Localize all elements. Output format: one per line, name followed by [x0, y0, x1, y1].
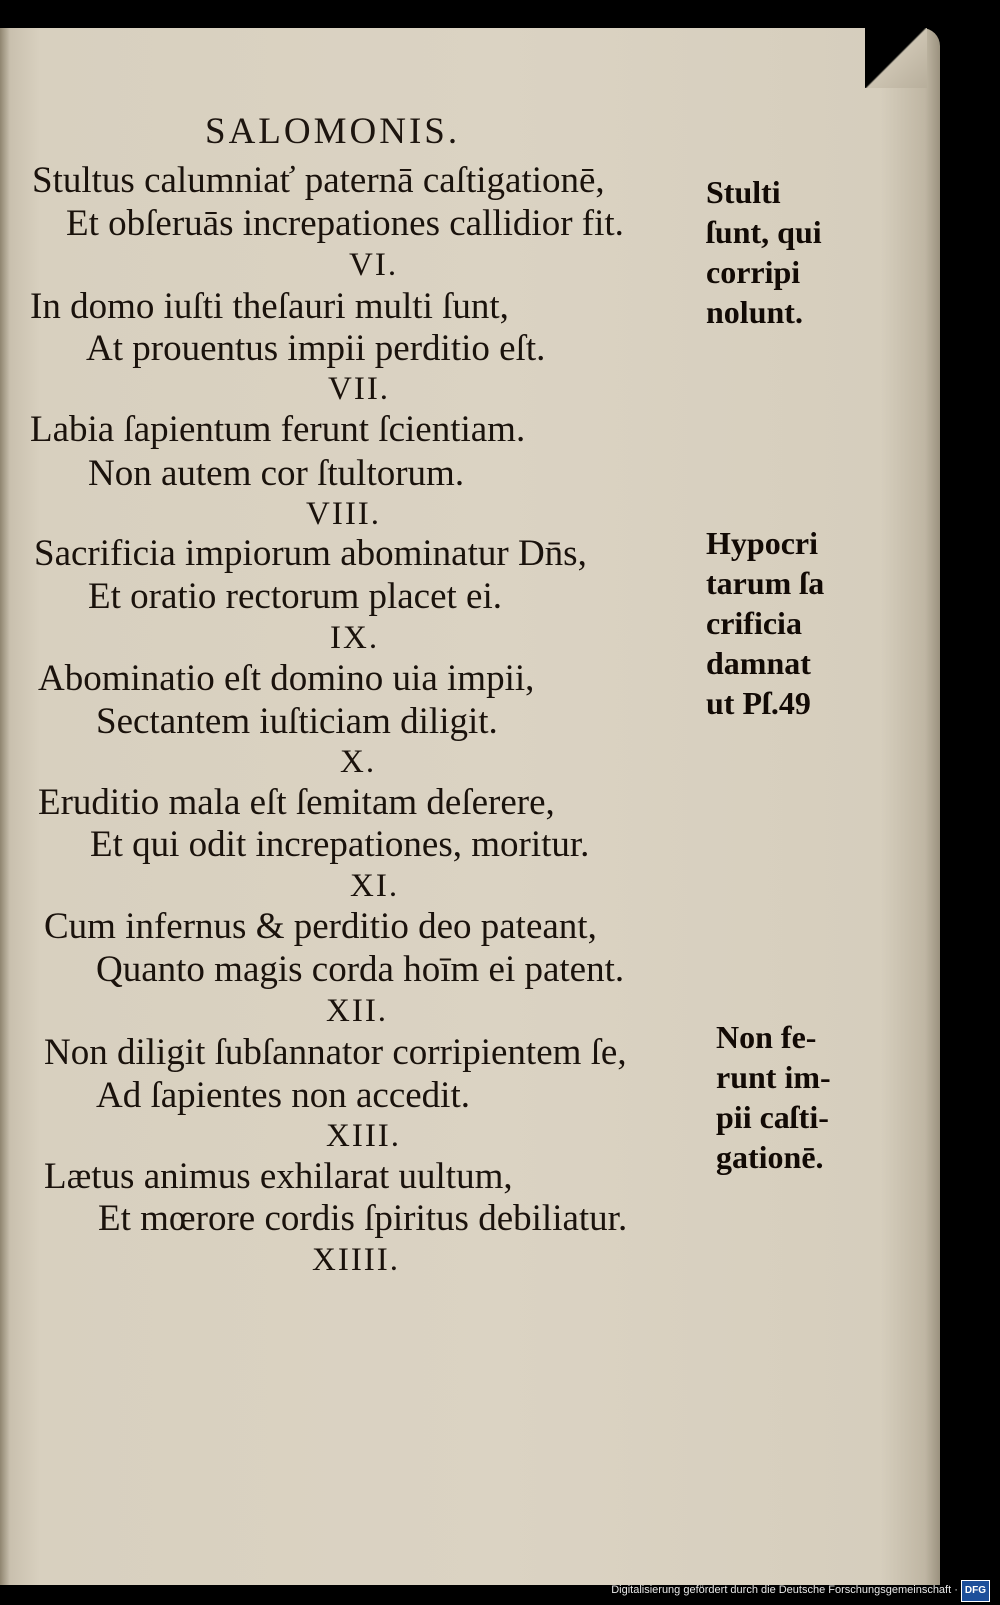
verse-line: Labia ſapientum ferunt ſcientiam. [30, 409, 526, 450]
verse-line: Et obſeruās increpationes callidior fit. [66, 203, 624, 244]
margin-note-line: pii caſti- [716, 1099, 829, 1135]
verse-line: Et oratio rectorum placet ei. [88, 576, 503, 617]
verse-line: In domo iuſti theſauri multi ſunt, [30, 286, 509, 327]
margin-note-line: nolunt. [706, 294, 803, 330]
margin-note-line: runt im- [716, 1059, 831, 1095]
verse-line: Sacrificia impiorum abominatur Dn̄s, [34, 533, 587, 574]
digitization-credit [611, 1580, 990, 1600]
verse-line: Non diligit ſubſannator corripientem ſe, [44, 1032, 627, 1073]
verse-line: Ad ſapientes non accedit. [96, 1075, 470, 1116]
section-number: VII. [328, 371, 391, 407]
margin-note-line: damnat [706, 645, 811, 681]
margin-note [706, 523, 824, 723]
margin-note-line: tarum ſa [706, 565, 825, 601]
margin-note-line: Hypocri [706, 525, 818, 561]
verse-line: Sectantem iuſticiam diligit. [96, 701, 498, 742]
verse-line: Cum infernus & perditio deo pateant, [44, 906, 597, 947]
credit-text: Digitalisierung gefördert durch die Deutsche Forschungsgemeinschaft · [611, 1584, 958, 1596]
verse-line: Eruditio mala eſt ſemitam deſerere, [38, 782, 555, 823]
margin-note-line: corripi [706, 254, 801, 290]
margin-note-line: ut Pſ.49 [706, 685, 811, 721]
section-number: XII. [326, 993, 389, 1029]
margin-note [716, 1017, 831, 1177]
verse-line: At prouentus impii perditio eſt. [86, 328, 546, 369]
section-number: IX. [330, 620, 380, 656]
section-number: XIIII. [312, 1242, 401, 1278]
margin-note-line: Stulti [706, 174, 781, 210]
margin-note-line: gationē. [716, 1139, 824, 1175]
verse-line: Abominatio eſt domino uia impii, [38, 658, 535, 699]
margin-note-line: Non fe- [716, 1019, 817, 1055]
verse-line: Quanto magis corda hoīm ei patent. [96, 949, 625, 990]
verse-line: Et qui odit increpationes, moritur. [90, 824, 590, 865]
section-number: X. [340, 744, 377, 780]
section-number: VIII. [306, 496, 382, 532]
section-number: XIII. [326, 1118, 402, 1154]
verse-line: Stultus calumniať paternā caſtigationē, [32, 160, 605, 201]
verse-line: Non autem cor ſtultorum. [88, 453, 465, 494]
verse-line: Lætus animus exhilarat uultum, [44, 1156, 513, 1197]
margin-note-line: ſunt, qui [706, 214, 822, 250]
dfg-logo: DFG [961, 1580, 990, 1602]
folded-corner [865, 28, 927, 88]
section-number: VI. [349, 247, 399, 283]
margin-note [706, 172, 822, 332]
running-header: SALOMONIS. [205, 111, 461, 152]
margin-note-line: crificia [706, 605, 802, 641]
verse-line: Et mœrore cordis ſpiritus debiliatur. [98, 1198, 628, 1239]
section-number: XI. [350, 868, 400, 904]
